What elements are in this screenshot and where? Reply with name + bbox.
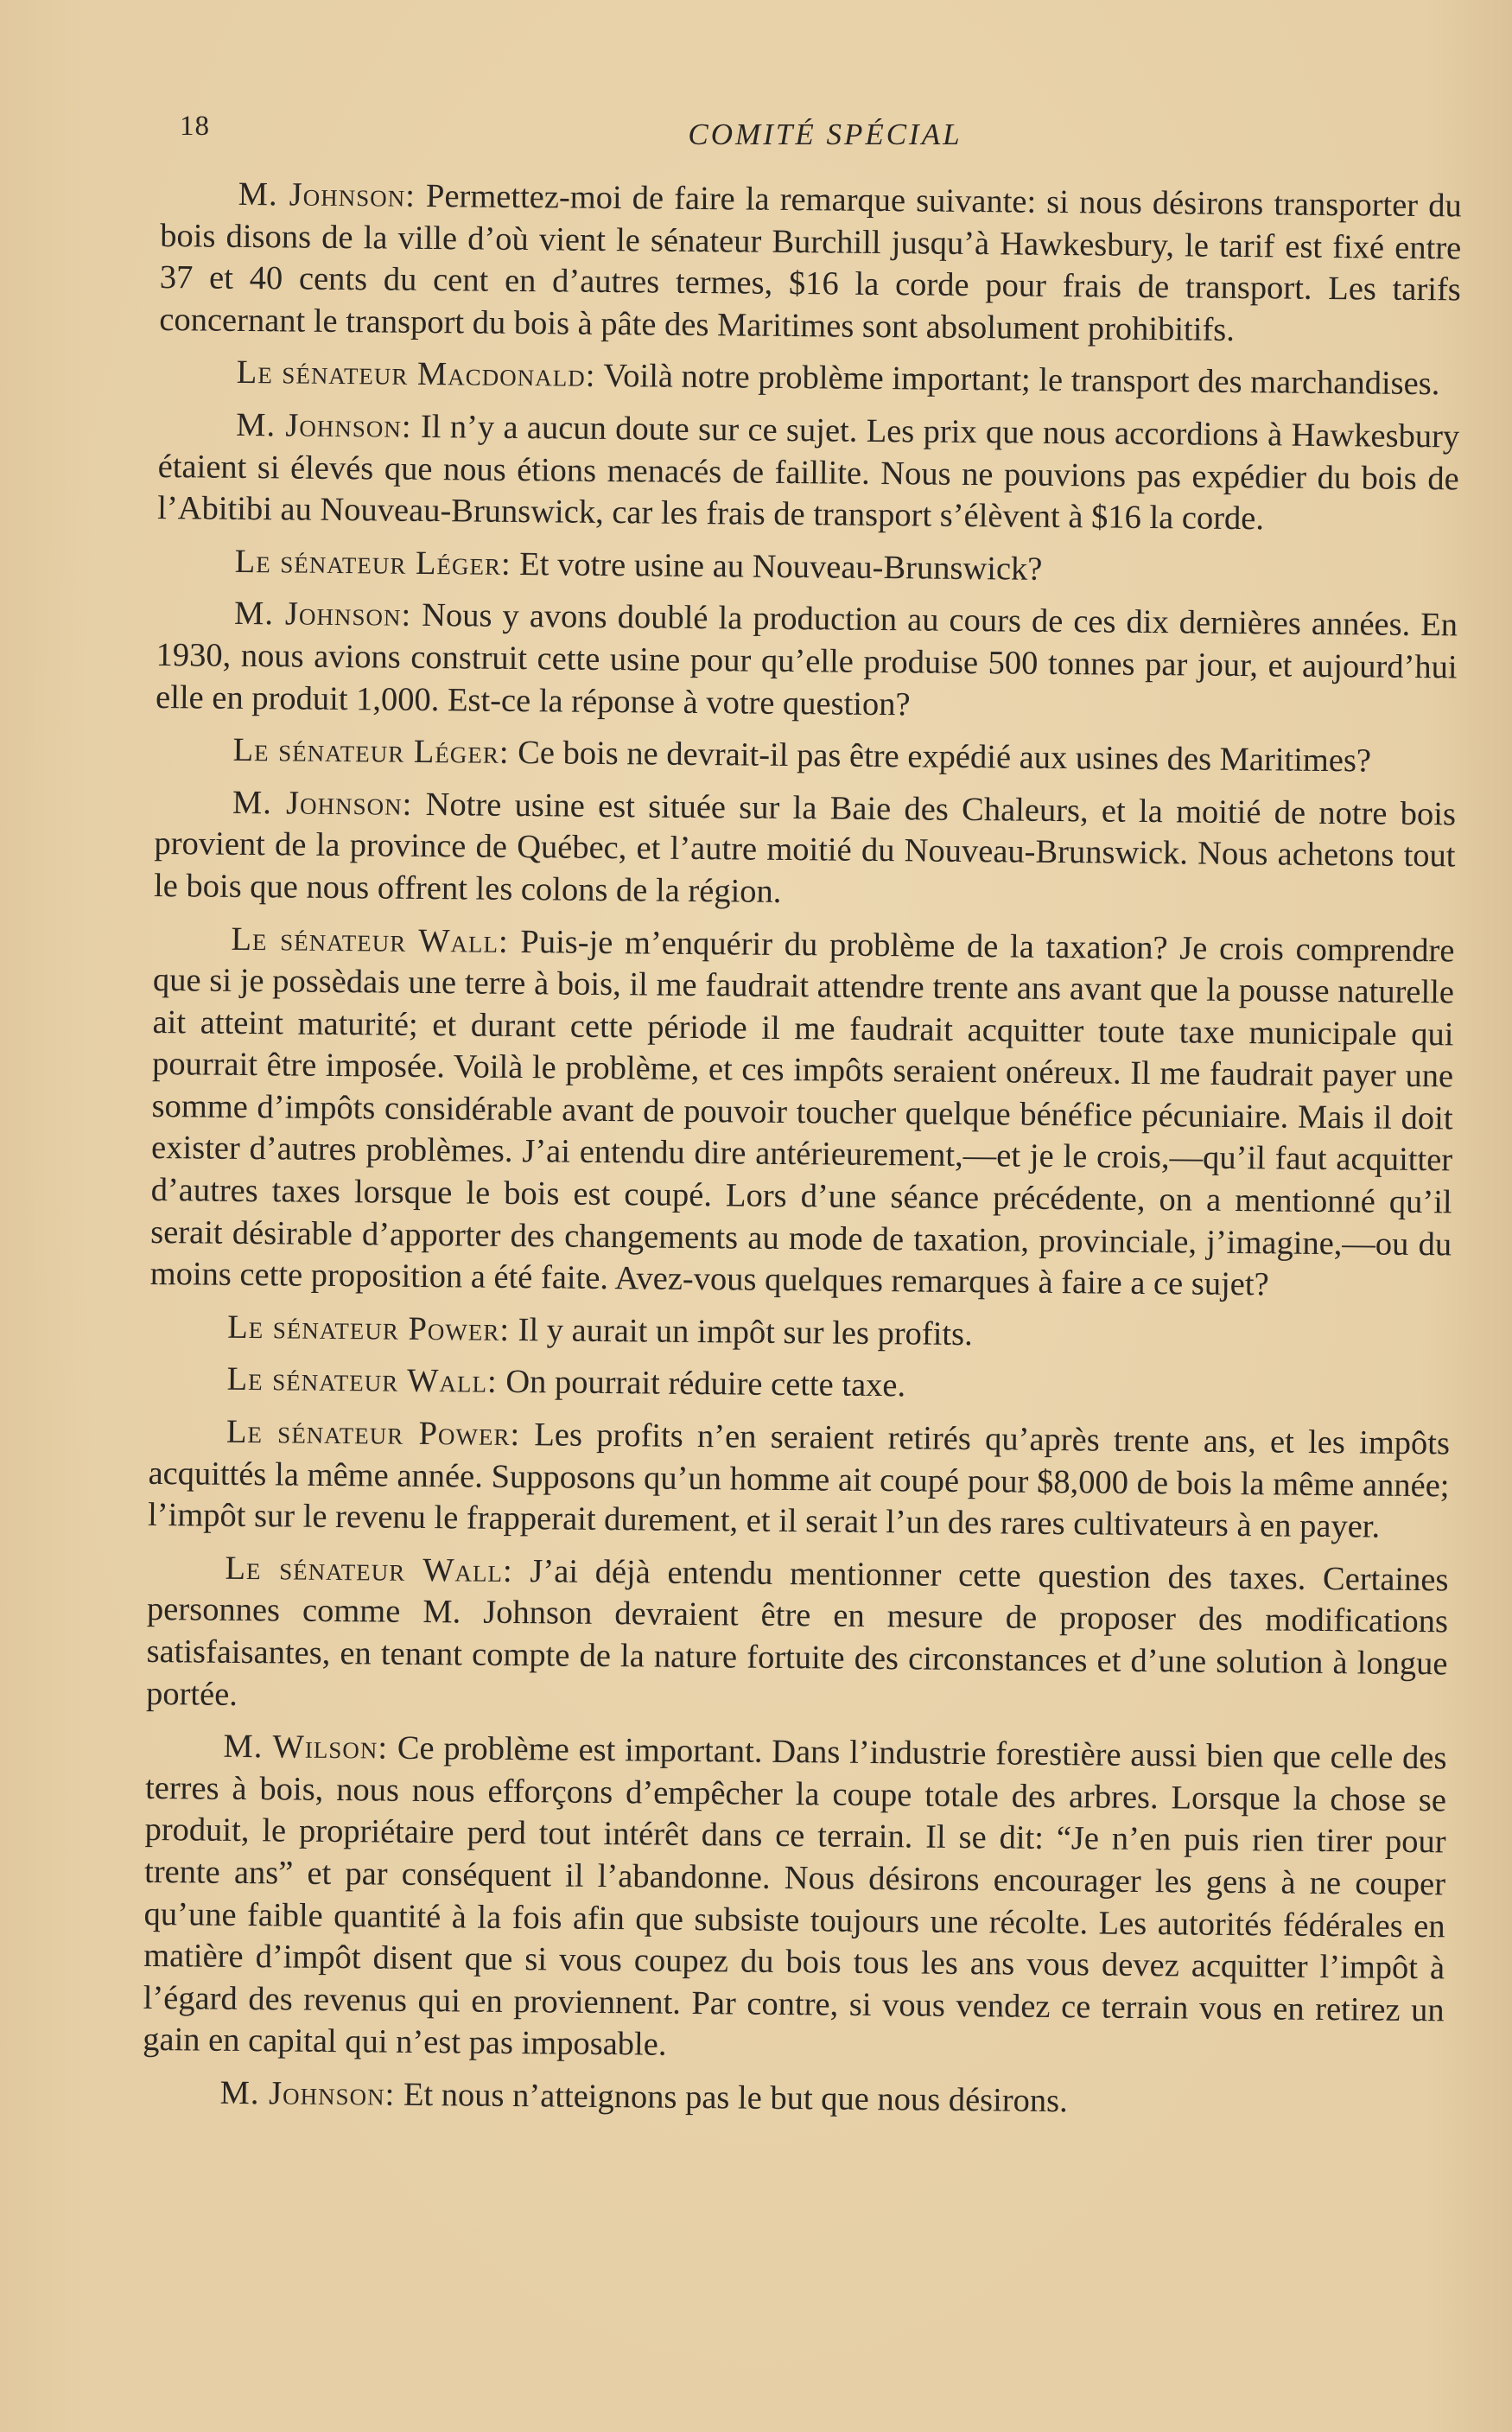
speech-text: Ce bois ne devrait-il pas être expédié aux usines des Maritimes? xyxy=(509,735,1372,780)
speech-text: Et votre usine au Nouveau-Brunswick? xyxy=(511,545,1043,588)
paragraph xyxy=(156,540,1458,595)
paragraph xyxy=(148,1410,1450,1549)
paragraph xyxy=(149,1306,1451,1360)
speech-text: Et nous n’atteignons pas le but que nous désirons. xyxy=(395,2076,1068,2120)
speech-text: Les profits n’en seraient retirés qu’après trente ans, et les impôts acquittés la même année. Supposons qu’un homme ait coupé pour $8,000 de bois la même année; l’impôt sur le revenu le frapperait durement, et il serait l’un des rares cultivateurs à en payer. xyxy=(147,1417,1451,1545)
speech-text: Permettez-moi de faire la remarque suivante: si nous désirons transporter du bois disons de la ville d’où vient le sénateur Burchill jusqu’à Hawkesbury, le tarif est fixé entre 37 et 40 cents du cent en d’autres termes, $16 la corde pour frais de transport. Les tarifs concernant le transport du bois à pâte des Maritimes sont absolument prohibitifs. xyxy=(159,177,1462,348)
speech-text: Il n’y a aucun doute sur ce sujet. Les prix que nous accordions à Hawkesbury étaient si élevés que nous étions menacés de faillite. Nous ne pouvions pas expédier du bois de l’Abitibi au Nouveau-Brunswick, car les frais de transport s’élèvent à $16 la corde. xyxy=(157,408,1460,538)
paragraph xyxy=(159,173,1462,353)
speaker-name: Le sénateur Power: xyxy=(226,1413,521,1454)
paragraph xyxy=(155,729,1456,783)
paragraph xyxy=(159,351,1460,405)
speaker-name: M. Johnson: xyxy=(236,406,412,445)
paragraph xyxy=(154,781,1456,920)
speech-text: J’ai déjà entendu mentionner cette question des taxes. Certaines personnes comme M. Johnson devraient être en mesure de proposer des modifications satisfaisantes, en tenant compte de la nature fortuite des circonstances et d’une solution à longue portée. xyxy=(145,1552,1449,1713)
speaker-name: M. Wilson: xyxy=(223,1728,389,1767)
page-number: 18 xyxy=(180,111,210,142)
speech-text: Puis-je m’enquérir du problème de la taxation? Je crois comprendre que si je possèdais une terre à bois, il me faudrait attendre trente ans avant que la pousse naturelle ait atteint maturité; et durant cette période il me faudrait acquitter toute taxe municipale qui pourrait être imposée. Voilà le problème, et ces impôts seraient onéreux. Il me faudrait payer une somme d’impôts considérable avant de pouvoir toucher quelque bénéfice pécuniaire. Mais il doit exister d’autres problèmes. J’ai entendu dire antérieurement,—et je le crois,—qu’il faut acquitter d’autres taxes lorsque le bois est coupé. Lors d’une séance précédente, on a mentionné qu’il serait désirable d’apporter des changements au mode de taxation, provinciale, j’imagine,—ou du moins cette proposition a été faite. Avez-vous quelques remarques à faire a ce sujet? xyxy=(149,923,1455,1303)
paragraph xyxy=(149,1358,1450,1412)
speaker-name: Le sénateur Wall: xyxy=(226,1361,498,1401)
speaker-name: Le sénateur Léger: xyxy=(234,543,511,583)
speech-text: Ce problème est important. Dans l’industrie forestière aussi bien que celle des terres à bois, nous nous efforçons d’empêcher la coupe totale des arbres. Lorsque la chose se produit, le propriétaire perd tout intérêt dans ce terrain. Il se dit: “Je n’en puis rien tirer pour trente ans” et par conséquent il l’abandonne. Nous désirons encourager les gens à ne couper qu’une faible quantité à la fois afin que subsiste toujours une récolte. Les autorités fédérales en matière d’impôt disent que si vous coupez du bois tous les ans vous devez acquitter l’impôt à l’égard des revenus qui en proviennent. Par contre, si vous vendez ce terrain vous en retirez un gain en capital qui n’est pas imposable. xyxy=(143,1729,1447,2064)
running-title: COMITÉ SPÉCIAL xyxy=(688,118,962,151)
speech-text: Nous y avons doublé la production au cours de ces dix dernières années. En 1930, nous avions construit cette usine pour qu’elle produise 500 tonnes par jour, et aujourd’hui elle en produit 1,000. Est-ce la réponse à votre question? xyxy=(155,597,1458,723)
paragraph xyxy=(157,404,1459,542)
speech-text: On pourrait réduire cette taxe. xyxy=(497,1364,906,1404)
speech-text: Il y aurait un impôt sur les profits. xyxy=(509,1311,973,1353)
speech-text: Voilà notre problème important; le transport des marchandises. xyxy=(595,358,1440,403)
paragraph xyxy=(150,917,1455,1308)
speaker-name: Le sénateur Power: xyxy=(226,1308,511,1348)
speaker-name: M. Johnson: xyxy=(238,175,416,214)
paragraph xyxy=(143,1725,1447,2073)
speaker-name: M. Johnson: xyxy=(219,2074,396,2113)
speaker-name: Le sénateur Wall: xyxy=(231,920,509,960)
transcript-body xyxy=(142,173,1462,2136)
speech-text: Notre usine est située sur la Baie des Chaleurs, et la moitié de notre bois provient de la province de Québec, et l’autre moitié du Nouveau-Brunswick. Nous achetons tout le bois que nous offrent les colons de la région. xyxy=(153,786,1457,910)
speaker-name: Le sénateur Macdonald: xyxy=(236,354,596,395)
speaker-name: M. Johnson: xyxy=(233,595,412,634)
paragraph xyxy=(146,1547,1449,1728)
speaker-name: Le sénateur Léger: xyxy=(232,731,510,772)
speaker-name: M. Johnson: xyxy=(232,784,413,823)
paragraph xyxy=(156,592,1458,730)
paragraph xyxy=(142,2072,1443,2126)
page-header xyxy=(173,102,1339,162)
speaker-name: Le sénateur Wall: xyxy=(225,1550,513,1589)
